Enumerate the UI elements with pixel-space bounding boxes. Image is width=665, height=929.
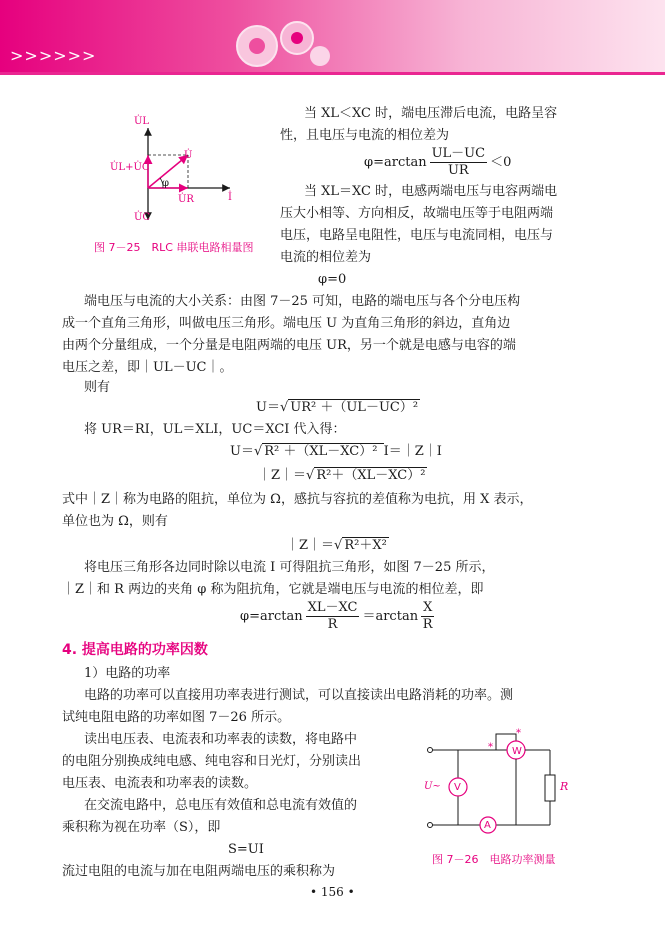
paragraph-line: 电流的相位差为 — [280, 250, 372, 265]
terminal-top — [428, 748, 433, 753]
paragraph-line: 式中｜Z｜称为电路的阻抗，单位为 Ω，感抗与容抗的差值称为电抗，用 X 表示， — [62, 492, 533, 507]
label-ur: U̇R — [178, 194, 194, 205]
resistor-label: R — [560, 780, 569, 793]
terminal-bottom — [428, 823, 433, 828]
resistor — [545, 775, 555, 801]
source-label: U~ — [424, 781, 441, 792]
power-measurement-circuit — [420, 730, 580, 840]
paragraph-line: 当 XL＝XC 时，电感两端电压与电容两端电 — [304, 184, 558, 199]
paragraph-line: 将 UR＝RI，UL＝XLI，UC＝XCI 代入得： — [84, 422, 346, 437]
page-number: • 156 • — [310, 885, 355, 899]
paragraph-line: 成一个直角三角形，叫做电压三角形。端电压 U 为直角三角形的斜边，直角边 — [62, 316, 511, 331]
paragraph-line: 试纯电阻电路的功率如图 7－26 所示。 — [62, 710, 291, 725]
label-ul: U̇L — [134, 116, 150, 127]
equation-impedance-angle: φ=arctan $\frac{XL-XC}{R}$ ＝arctan $\frac{X}{R}$ — [240, 600, 433, 632]
polarity-mark: * — [488, 742, 493, 753]
equation-phase-zero: φ=0 — [318, 272, 347, 287]
voltmeter-label: V — [454, 782, 461, 793]
label-phi: φ — [162, 178, 170, 189]
label-uc: U̇C — [134, 212, 151, 223]
paragraph-line: 当 XL＜XC 时，端电压滞后电流，电路呈容 — [304, 106, 558, 121]
equation-z-magnitude: ｜Z｜＝√ R²＋（XL－XC）² — [258, 468, 426, 483]
polarity-mark: * — [516, 728, 521, 739]
equation-apparent-power: S=UI — [228, 842, 264, 857]
paragraph-line: 电路的功率可以直接用功率表进行测试，可以直接读出电路消耗的功率。测 — [84, 688, 514, 703]
paragraph-line: ｜Z｜和 R 两边的夹角 φ 称为阻抗角，它就是端电压与电流的相位差，即 — [62, 582, 484, 597]
figure-726-caption: 图 7－26 电路功率测量 — [432, 853, 556, 866]
equation-phase-capacitive: φ=arctan $\frac{UL-UC}{UR}$ ＜0 — [364, 146, 512, 178]
paragraph-line: 电压，电路呈电阻性，电压与电流同相，电压与 — [280, 228, 554, 243]
chevron-decoration: >>>>>> — [10, 46, 97, 65]
paragraph-line: 压大小相等、方向相反，故端电压等于电阻两端 — [280, 206, 554, 221]
equation-u-magnitude: U＝√ UR² ＋（UL－UC）² — [256, 400, 419, 415]
paragraph-line: 读出电压表、电流表和功率表的读数，将电路中 — [84, 732, 358, 747]
paragraph-line: 在交流电路中，总电压有效值和总电流有效值的 — [84, 798, 358, 813]
label-i: İ — [228, 192, 232, 203]
paragraph-line: 单位也为 Ω，则有 — [62, 514, 168, 529]
paragraph-line: 的电阻分别换成纯电感、纯电容和日光灯，分别读出 — [62, 754, 362, 769]
label-ulc: U̇L+U̇C — [110, 162, 150, 173]
wattmeter-label: W — [512, 746, 522, 757]
paragraph-line: 电压表、电流表和功率表的读数。 — [62, 776, 258, 791]
figure-725-caption: 图 7－25 RLC 串联电路相量图 — [94, 241, 254, 254]
paragraph-line: 电压之差，即｜UL－UC｜。 — [62, 360, 233, 375]
paragraph-line: 流过电阻的电流与加在电阻两端电压的乘积称为 — [62, 864, 336, 879]
paragraph-line: 将电压三角形各边同时除以电流 I 可得阻抗三角形，如图 7－25 所示， — [84, 560, 495, 575]
section-heading: 4. 提高电路的功率因数 — [62, 642, 208, 658]
paragraph-line: 乘积称为视在功率（S），即 — [62, 820, 221, 835]
paragraph-line: 端电压与电流的大小关系：由图 7－25 可知，电路的端电压与各个分电压构 — [84, 294, 521, 309]
paragraph-line: 由两个分量组成，一个分量是电阻两端的电压 UR，另一个就是电感与电容的端 — [62, 338, 516, 353]
paragraph-line: 则有 — [84, 380, 111, 395]
paragraph-line: 性，且电压与电流的相位差为 — [280, 128, 450, 143]
subsection-heading: 1）电路的功率 — [84, 666, 171, 681]
equation-z-reactance: ｜Z｜＝√ R²＋X² — [286, 538, 387, 553]
gear-icon — [222, 14, 342, 74]
equation-u-impedance: U＝√ R² ＋（XL－XC）² I＝｜Z｜I — [230, 444, 442, 459]
label-u: U̇ — [184, 150, 193, 161]
ammeter-label: A — [484, 820, 491, 831]
